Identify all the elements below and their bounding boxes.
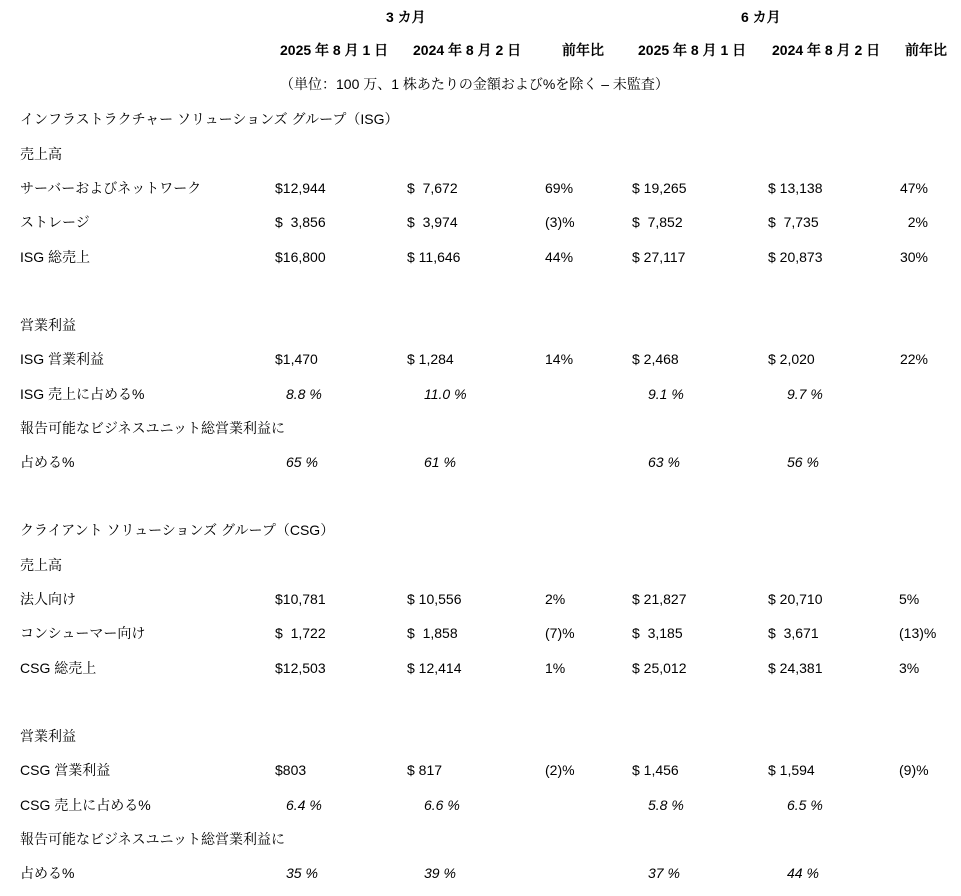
row-label: CSG 営業利益 <box>20 762 111 778</box>
value-cell: $ 7,735 <box>768 214 819 230</box>
value-cell: $1,470 <box>275 351 318 367</box>
value-cell: $ 7,852 <box>632 214 683 230</box>
yoy-cell: (3)% <box>545 214 575 230</box>
yoy-cell: 1% <box>545 660 566 676</box>
unit-note: （単位：100 万、1 株あたりの金額および%を除く – 未監査） <box>280 76 669 92</box>
pct-cell: 39 % <box>424 865 456 881</box>
row-label: CSG 売上に占める% <box>20 797 151 813</box>
value-cell: $ 3,856 <box>275 214 326 230</box>
yoy-cell: (2)% <box>545 762 575 778</box>
value-cell: $ 27,117 <box>632 249 686 265</box>
column-header-2024-6m: 2024 年 8 月 2 日 <box>772 42 881 58</box>
yoy-cell: 22% <box>899 351 928 367</box>
yoy-cell: 14% <box>545 351 574 367</box>
isg-section-title: インフラストラクチャー ソリューションズ グループ（ISG） <box>20 111 399 127</box>
value-cell: $ 11,646 <box>407 249 461 265</box>
value-cell: $ 3,185 <box>632 625 683 641</box>
yoy-cell: 3% <box>899 660 920 676</box>
pct-cell: 11.0 % <box>424 386 467 402</box>
value-cell: $ 1,858 <box>407 625 458 641</box>
pct-cell: 63 % <box>648 454 680 470</box>
value-cell: $803 <box>275 762 307 778</box>
value-cell: $12,503 <box>275 660 326 676</box>
share-label-line1: 報告可能なビジネスユニット総営業利益に <box>20 420 286 436</box>
column-header-yoy-6m: 前年比 <box>905 42 947 58</box>
value-cell: $ 3,974 <box>407 214 458 230</box>
pct-cell: 8.8 % <box>286 386 322 402</box>
pct-cell: 9.7 % <box>787 386 823 402</box>
column-header-2025-6m: 2025 年 8 月 1 日 <box>638 42 747 58</box>
value-cell: $ 1,284 <box>407 351 454 367</box>
yoy-cell: 2% <box>907 214 928 230</box>
row-label: ISG 売上に占める% <box>20 386 145 402</box>
value-cell: $ 13,138 <box>768 180 823 196</box>
share-label-line1: 報告可能なビジネスユニット総営業利益に <box>20 831 286 847</box>
value-cell: $ 20,873 <box>768 249 823 265</box>
yoy-cell: 69% <box>545 180 574 196</box>
column-header-2025-3m: 2025 年 8 月 1 日 <box>280 42 389 58</box>
yoy-cell: 47% <box>899 180 928 196</box>
yoy-cell: (7)% <box>545 625 575 641</box>
yoy-cell: 30% <box>899 249 928 265</box>
csg-revenue-heading: 売上高 <box>20 557 62 573</box>
column-header-2024-3m: 2024 年 8 月 2 日 <box>413 42 522 58</box>
pct-cell: 6.4 % <box>286 797 322 813</box>
isg-revenue-heading: 売上高 <box>20 146 62 162</box>
yoy-cell: 5% <box>899 591 920 607</box>
value-cell: $ 25,012 <box>632 660 687 676</box>
row-label: コンシューマー向け <box>20 625 146 641</box>
row-label: 占める% <box>20 454 75 470</box>
value-cell: $ 19,265 <box>632 180 687 196</box>
yoy-cell: (13)% <box>899 625 937 641</box>
value-cell: $ 7,672 <box>407 180 458 196</box>
value-cell: $ 21,827 <box>632 591 687 607</box>
value-cell: $ 10,556 <box>407 591 462 607</box>
value-cell: $16,800 <box>275 249 326 265</box>
pct-cell: 56 % <box>787 454 819 470</box>
row-label: サーバーおよびネットワーク <box>20 180 202 196</box>
pct-cell: 65 % <box>286 454 318 470</box>
csg-operating-income-heading: 営業利益 <box>20 728 76 744</box>
row-label: 占める% <box>20 865 75 881</box>
yoy-cell: 44% <box>545 249 574 265</box>
csg-section-title: クライアント ソリューションズ グループ（CSG） <box>20 522 335 538</box>
value-cell: $ 20,710 <box>768 591 823 607</box>
value-cell: $ 2,020 <box>768 351 815 367</box>
row-label: ISG 総売上 <box>20 249 91 265</box>
pct-cell: 44 % <box>787 865 819 881</box>
pct-cell: 5.8 % <box>648 797 684 813</box>
yoy-cell: (9)% <box>899 762 929 778</box>
pct-cell: 37 % <box>648 865 680 881</box>
value-cell: $ 1,722 <box>275 625 326 641</box>
row-label: ストレージ <box>20 214 90 230</box>
pct-cell: 6.6 % <box>424 797 460 813</box>
pct-cell: 6.5 % <box>787 797 823 813</box>
pct-cell: 61 % <box>424 454 456 470</box>
pct-cell: 35 % <box>286 865 318 881</box>
column-header-yoy-3m: 前年比 <box>562 42 604 58</box>
period-6-months: 6 カ月 <box>741 9 781 25</box>
value-cell: $12,944 <box>275 180 326 196</box>
value-cell: $ 817 <box>407 762 443 778</box>
isg-operating-income-heading: 営業利益 <box>20 317 76 333</box>
row-label: ISG 営業利益 <box>20 351 105 367</box>
value-cell: $10,781 <box>275 591 326 607</box>
row-label: 法人向け <box>20 591 76 607</box>
period-3-months: 3 カ月 <box>386 9 426 25</box>
value-cell: $ 2,468 <box>632 351 679 367</box>
value-cell: $ 12,414 <box>407 660 462 676</box>
value-cell: $ 3,671 <box>768 625 819 641</box>
value-cell: $ 1,456 <box>632 762 679 778</box>
value-cell: $ 24,381 <box>768 660 823 676</box>
pct-cell: 9.1 % <box>648 386 684 402</box>
value-cell: $ 1,594 <box>768 762 815 778</box>
row-label: CSG 総売上 <box>20 660 97 676</box>
yoy-cell: 2% <box>545 591 566 607</box>
